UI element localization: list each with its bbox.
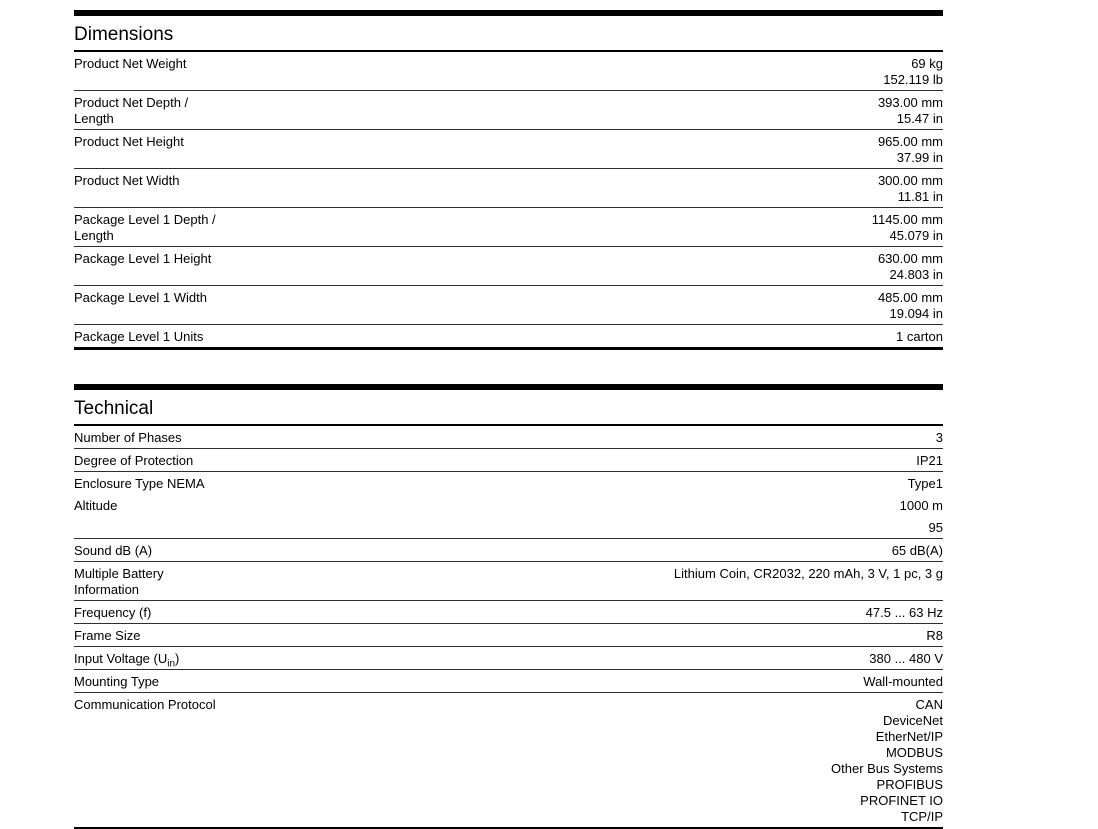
spec-row [74,670,943,693]
spec-label: Enclosure Type NEMA [74,476,205,491]
spec-label: Sound dB (A) [74,543,153,558]
spec-label: Number of Phases [74,430,182,445]
spec-row [74,91,943,130]
spec-row [74,426,943,449]
spec-label: Frame Size [74,628,141,643]
spec-value: IP21 [916,453,943,468]
spec-label: Input Voltage $(U_{in})$ [74,651,180,670]
spec-value: 630.00 mm 24.803 in [877,251,943,282]
spec-row [74,647,943,670]
spec-row [74,601,943,624]
spec-value: Type1 [907,476,943,491]
spec-value: 393.00 mm 15.47 in [877,95,943,126]
spec-row [74,562,943,601]
spec-row [74,130,943,169]
spec-value: 47.5 ... 63 Hz [865,605,943,620]
section-technical [74,384,943,829]
spec-label: Package Level 1 Height [74,251,212,266]
spec-row [74,494,943,516]
spec-label: Product Net Width [74,173,180,188]
spec-value: 65 dB(A) [891,543,943,558]
spec-value: 485.00 mm 19.094 in [877,290,943,321]
spec-label: Degree of Protection [74,453,194,468]
spec-row [74,624,943,647]
section-rows [74,52,943,350]
spec-label: Package Level 1 Width [74,290,207,305]
spec-label: Multiple Battery Information [74,566,164,597]
spec-row [74,247,943,286]
spec-label: Product Net Depth / Length [74,95,189,126]
spec-row [74,516,943,539]
spec-row [74,539,943,562]
spec-label: Mounting Type [74,674,160,689]
spec-label: Package Level 1 Units [74,329,204,344]
spec-label: Communication Protocol [74,697,216,712]
spec-label: Frequency (f) [74,605,152,620]
spec-row [74,286,943,325]
spec-sheet-page [74,0,943,829]
spec-value: CAN DeviceNet EtherNet/IP MODBUS Other Bus Systems PROFIBUS PROFINET IO TCP/IP [831,697,943,824]
spec-value: Wall-mounted [863,674,943,689]
spec-value: 300.00 mm 11.81 in [877,173,943,204]
spec-value: R8 [926,628,943,643]
spec-value: 380 ... 480 V [869,651,943,666]
spec-label: Package Level 1 Depth / Length [74,212,216,243]
section-top-rule [74,384,943,390]
spec-row [74,449,943,472]
section-dimensions [74,10,943,350]
section-rows [74,426,943,829]
spec-value: 1000 m [899,498,943,513]
spec-value: 69 kg 152.119 lb [883,56,943,87]
spec-value: 1145.00 mm 45.079 in [871,212,943,243]
section-title: Dimensions [74,24,943,52]
spec-row [74,693,943,829]
spec-label: Product Net Weight [74,56,187,71]
spec-row [74,169,943,208]
spec-value: 965.00 mm 37.99 in [877,134,943,165]
section-title: Technical [74,398,943,426]
section-top-rule [74,10,943,16]
spec-value: 1 carton [896,329,943,344]
spec-row [74,208,943,247]
spec-value: 3 [935,430,943,445]
spec-row [74,325,943,350]
spec-label: Product Net Height [74,134,184,149]
spec-row [74,52,943,91]
spec-value: Lithium Coin, CR2032, 220 mAh, 3 V, 1 pc, 3 g [673,566,943,581]
spec-value: 95 [928,520,943,535]
spec-row [74,472,943,494]
spec-label: Altitude [74,498,118,513]
